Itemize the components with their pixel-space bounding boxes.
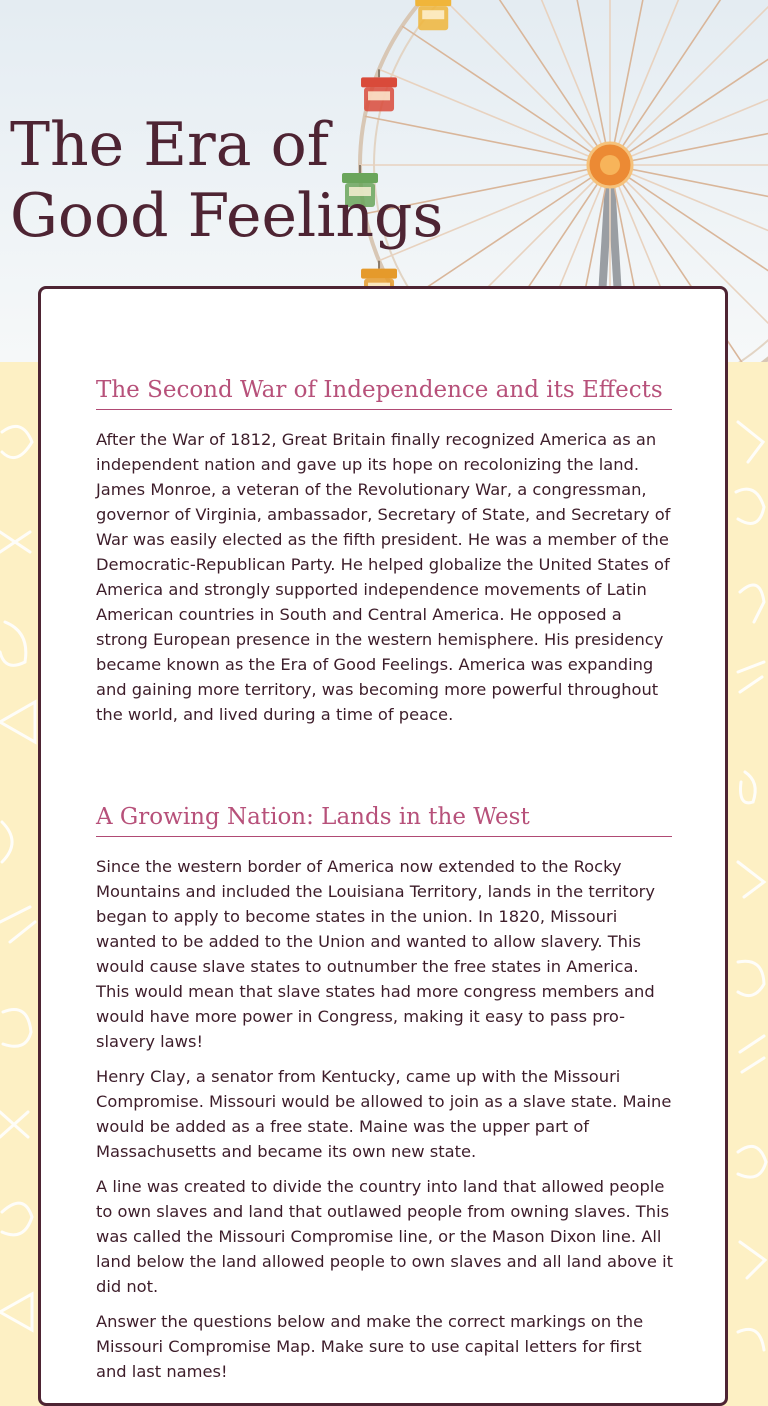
- wheel-spoke: [610, 0, 749, 165]
- paragraph-second-war: After the War of 1812, Great Britain finally recognized America as an independent nation and gave up its hope on recolonizing the land. James Monroe, a veteran of the Revolutionary War, a congressman, governor of Virginia, ambassador, Secretary of State, and Secretary of War was easily elected as the fifth president. He was a member of the Democratic-Republican Party. He helped globalize the United States of America and strongly supported independence movements of Latin American countries in South and Central America. He opposed a strong European presence in the western hemisphere. His presidency became known as the Era of Good Feelings. America was expanding and gaining more territory, was becoming more powerful throughout the world, and lived during a time of peace.: [96, 430, 671, 724]
- content-card: [38, 286, 728, 1406]
- wheel-spoke: [471, 0, 610, 165]
- wheel-spoke: [610, 0, 706, 165]
- section-heading-growing-nation: A Growing Nation: Lands in the West: [96, 804, 672, 837]
- wheel-hub-center: [600, 155, 620, 175]
- page-title: The Era of Good Feelings: [10, 110, 444, 251]
- wheel-spoke: [610, 0, 768, 165]
- gondola-roof: [361, 269, 397, 279]
- section-heading-second-war: The Second War of Independence and its Effects: [96, 377, 672, 410]
- paragraph-compromise-line: A line was created to divide the country into land that allowed people to own slaves and land that outlawed people from owning slaves. This was called the Missouri Compromise line, or the Mason Dixon line. All land below the land allowed people to own slaves and all land above it did not.: [96, 1177, 673, 1296]
- gondola-window: [422, 10, 444, 19]
- wheel-spoke: [610, 69, 768, 165]
- paragraph-western-lands: Since the western border of America now extended to the Rocky Mountains and included the Louisiana Territory, lands in the territory began to apply to become states in the union. In 1820, Missouri wanted to be added to the Union and wanted to allow slavery. This would cause slave states to outnumber the free states in America. This would mean that slave states had more congress members and would have more power in Congress, making it easy to pass pro-slavery laws!: [96, 857, 656, 1051]
- gondola-window: [368, 91, 390, 100]
- wheel-spoke: [610, 165, 768, 261]
- gondola-roof: [361, 77, 397, 87]
- paragraph-missouri-compromise: Henry Clay, a senator from Kentucky, came up with the Missouri Compromise. Missouri would be allowed to join as a slave state. Maine would be added as a free state. Maine was the upper part of Massachusetts and became its own new state.: [96, 1067, 672, 1161]
- gondola-roof: [415, 0, 451, 6]
- wheel-spoke: [514, 0, 610, 165]
- paragraph-instructions: Answer the questions below and make the correct markings on the Missouri Compromise Map. Make sure to use capital letters for first and last names!: [96, 1312, 644, 1381]
